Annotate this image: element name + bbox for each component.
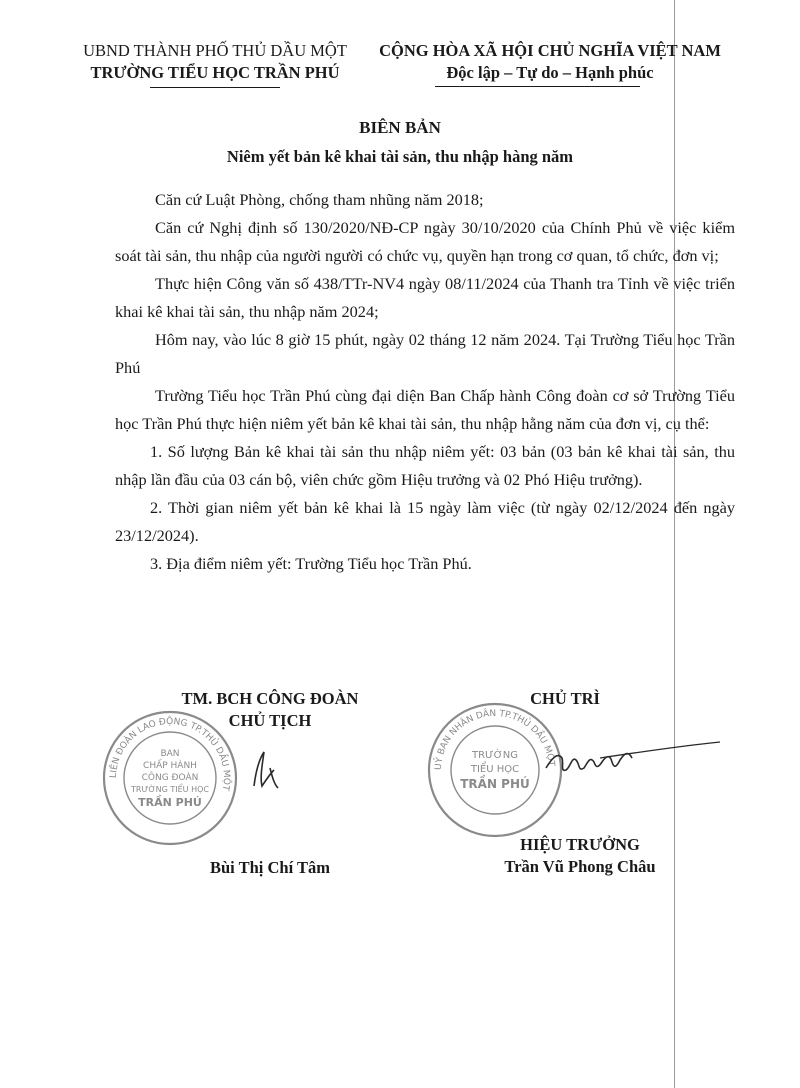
principal-name: Trần Vũ Phong Châu <box>504 857 656 876</box>
school-stamp-ring-text: UỶ BAN NHÂN DÂN TP.THỦ DẦU MỘT <box>433 708 556 771</box>
union-handwritten-signature <box>240 740 300 800</box>
school-stamp-line-2: TIỂU HỌC <box>470 764 520 775</box>
union-stamp-line-4: TRƯỜNG TIỂU HỌC <box>131 785 209 794</box>
list-item-quantity: 1. Số lượng Bản kê khai tài sản thu nhập niêm yết: 03 bản (03 bản kê khai tài sản, thu nhập lần đầu của 03 cán bộ, viên chức gồm Hiệu trưởng và 02 Phó Hiệu trưởng). <box>115 442 735 489</box>
school-stamp-line-3: TRẦN PHÚ <box>460 777 530 791</box>
issuer-header <box>60 40 370 84</box>
union-title-line-2: CHỦ TỊCH <box>228 711 312 730</box>
issuer-line-1: UBND THÀNH PHỐ THỦ DẦU MỘT <box>83 41 347 60</box>
list-item-duration: 2. Thời gian niêm yết bản kê khai là 15 ngày làm việc (từ ngày 02/12/2024 đến ngày 23/12/2024). <box>115 498 735 545</box>
issuer-line-2: TRƯỜNG TIỂU HỌC TRẦN PHÚ <box>90 63 340 82</box>
paragraph-legal-basis-2: Căn cứ Nghị định số 130/2020/NĐ-CP ngày 30/10/2020 của Chính Phủ về việc kiểm soát tài sản, thu nhập của người người có chức vụ, quyền hạn trong cơ quan, tổ chức, đơn vị; <box>115 218 735 265</box>
union-stamp-line-2: CHẤP HÀNH <box>143 761 197 771</box>
union-stamp-line-1: BAN <box>160 749 180 759</box>
union-stamp-line-3: CÔNG ĐOÀN <box>141 773 199 783</box>
document-body <box>115 186 735 578</box>
paragraph-date-place: Hôm nay, vào lúc 8 giờ 15 phút, ngày 02 tháng 12 năm 2024. Tại Trường Tiểu học Trần Phú <box>115 330 735 377</box>
national-header <box>365 40 735 84</box>
presiding-title: CHỦ TRÌ <box>530 689 600 708</box>
school-stamp-line-1: TRƯỜNG <box>472 750 518 761</box>
paragraph-legal-basis-1: Căn cứ Luật Phòng, chống tham nhũng năm 2018; <box>155 190 484 209</box>
union-title-line-1: TM. BCH CÔNG ĐOÀN <box>181 689 359 708</box>
national-title: CỘNG HÒA XÃ HỘI CHỦ NGHĨA VIỆT NAM <box>379 41 721 60</box>
principal-handwritten-signature <box>540 728 730 788</box>
paragraph-participants: Trường Tiểu học Trần Phú cùng đại diện Ban Chấp hành Công đoàn cơ sở Trường Tiểu học Trần Phú thực hiện niêm yết bản kê khai tài sản, thu nhập hằng năm của đơn vị, cụ thể: <box>115 386 735 433</box>
document-subtitle: Niêm yết bản kê khai tài sản, thu nhập hàng năm <box>226 147 574 166</box>
principal-signature-block <box>480 834 680 878</box>
issuer-underline <box>150 87 280 88</box>
union-stamp <box>100 708 240 848</box>
principal-role: HIỆU TRƯỞNG <box>520 835 640 854</box>
paragraph-directive: Thực hiện Công văn số 438/TTr-NV4 ngày 08/11/2024 của Thanh tra Tỉnh về việc triển khai kê khai tài sản, thu nhập năm 2024; <box>115 274 735 321</box>
document-title: BIÊN BẢN <box>359 118 441 137</box>
union-stamp-ring-text: LIÊN ĐOÀN LAO ĐỘNG TP.THỦ DẦU MỘT <box>108 716 232 792</box>
national-motto: Độc lập – Tự do – Hạnh phúc <box>446 63 654 82</box>
union-chair-name: Bùi Thị Chí Tâm <box>210 858 330 877</box>
union-stamp-line-5: TRẦN PHÚ <box>138 796 202 809</box>
list-item-location: 3. Địa điểm niêm yết: Trường Tiểu học Trần Phú. <box>150 554 472 573</box>
motto-underline <box>435 86 640 87</box>
